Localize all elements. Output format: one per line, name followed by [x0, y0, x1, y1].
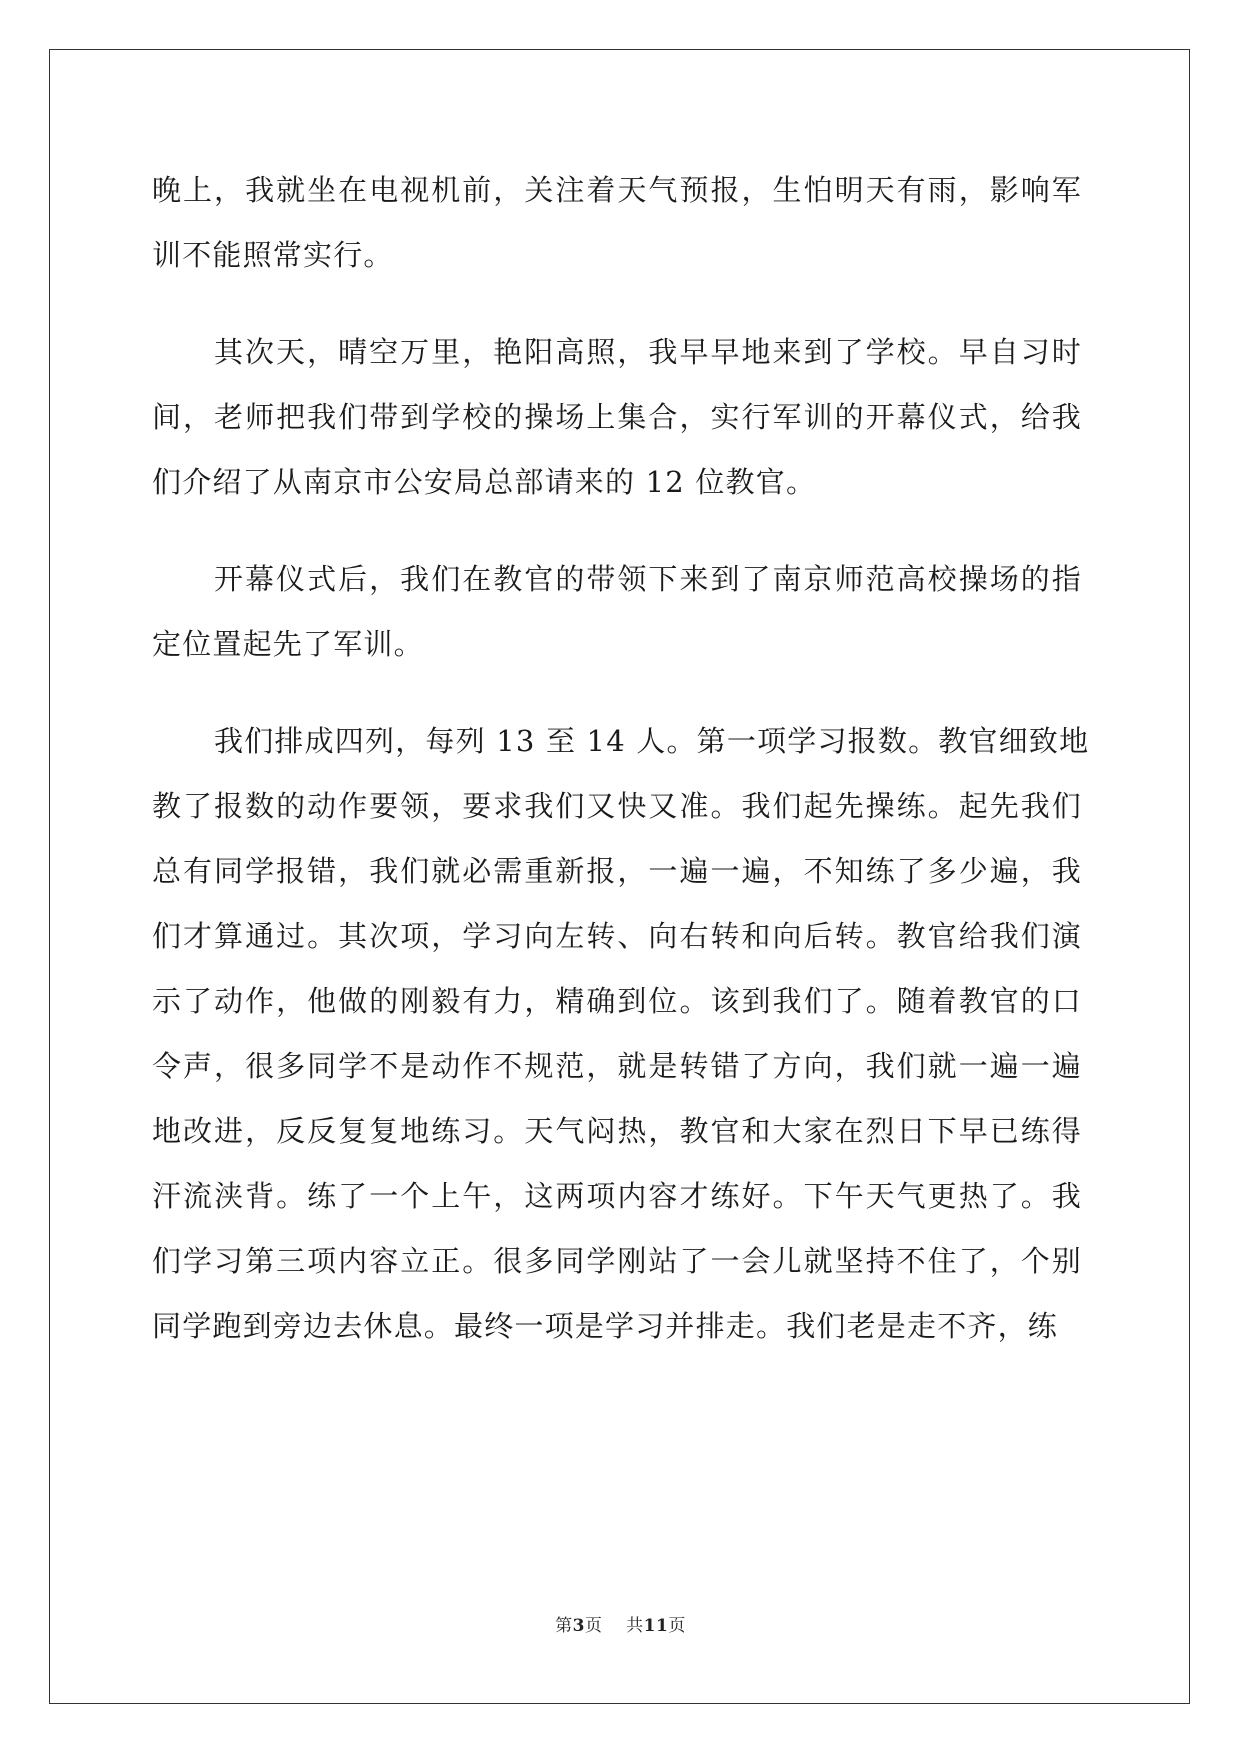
text-line: 间，老师把我们带到学校的操场上集合，实行军训的开幕仪式，给我 [152, 400, 1082, 434]
footer-total-prefix: 共 [626, 1616, 644, 1636]
text-line: 们学习第三项内容立正。很多同学刚站了一会儿就坚持不住了，个别 [152, 1244, 1082, 1278]
text-line: 其次天，晴空万里，艳阳高照，我早早地来到了学校。早自习时 [214, 335, 1082, 369]
text-line: 们介绍了从南京市公安局总部请来的 12 位教官。 [152, 465, 817, 499]
footer-page-suffix: 页 [585, 1616, 603, 1636]
footer-total-pages: 11 [643, 1616, 669, 1636]
page-footer [0, 1611, 1241, 1636]
text-line: 令声，很多同学不是动作不规范，就是转错了方向，我们就一遍一遍 [152, 1049, 1082, 1083]
text-line: 总有同学报错，我们就必需重新报，一遍一遍，不知练了多少遍，我 [152, 854, 1082, 888]
text-line: 定位置起先了军训。 [152, 627, 424, 661]
footer-page-number: 3 [572, 1616, 586, 1636]
text-line: 同学跑到旁边去休息。最终一项是学习并排走。我们老是走不齐，练 [152, 1309, 1059, 1343]
footer-page-prefix: 第 [555, 1616, 573, 1636]
paragraph [152, 320, 1082, 515]
text-line: 示了动作，他做的刚毅有力，精确到位。该到我们了。随着教官的口 [152, 984, 1082, 1018]
text-line: 地改进，反反复复地练习。天气闷热，教官和大家在烈日下早已练得 [152, 1114, 1082, 1148]
document-body [152, 158, 1090, 1359]
footer-total-suffix: 页 [668, 1616, 686, 1636]
paragraph [152, 158, 1082, 288]
text-line: 们才算通过。其次项，学习向左转、向右转和向后转。教官给我们演 [152, 919, 1082, 953]
text-line: 训不能照常实行。 [152, 238, 394, 272]
text-line: 晚上，我就坐在电视机前，关注着天气预报，生怕明天有雨，影响军 [152, 173, 1082, 207]
text-line: 开幕仪式后，我们在教官的带领下来到了南京师范高校操场的指 [214, 562, 1082, 596]
paragraph [152, 709, 1090, 1359]
text-line: 我们排成四列，每列 13 至 14 人。第一项学习报数。教官细致地 [214, 724, 1090, 758]
paragraph [152, 547, 1082, 677]
text-line: 汗流浃背。练了一个上午，这两项内容才练好。下午天气更热了。我 [152, 1179, 1082, 1213]
text-line: 教了报数的动作要领，要求我们又快又准。我们起先操练。起先我们 [152, 789, 1082, 823]
